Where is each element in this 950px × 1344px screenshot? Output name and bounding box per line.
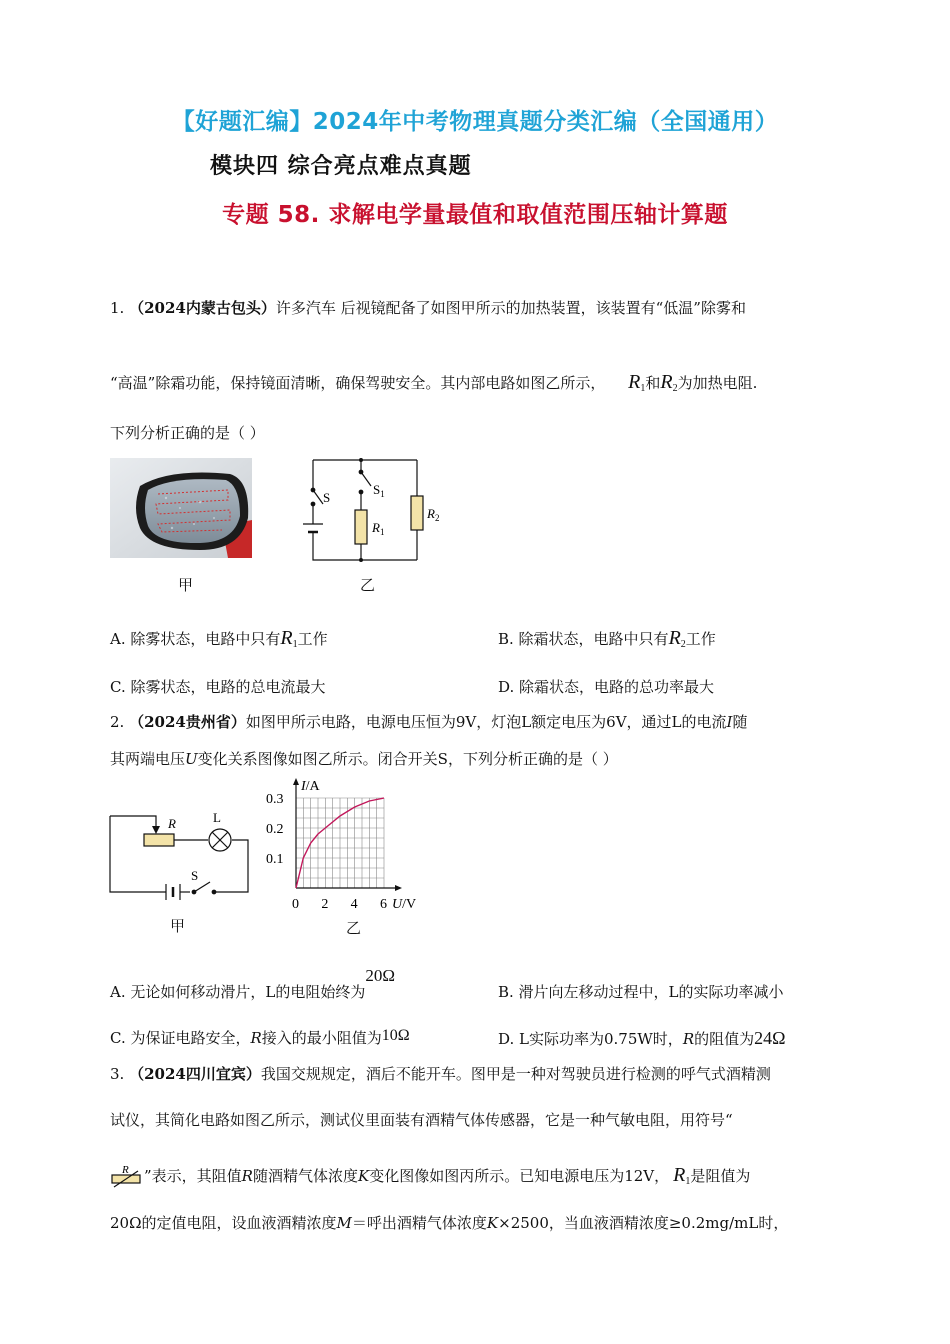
module-title: 模块四 综合亮点难点真题 [210,154,472,179]
q1-option-a[interactable]: A. 除雾状态，电路中只有$R_1$工作 [110,627,328,650]
q1-line1 [110,298,746,318]
chart-y-tick-label: 0.3 [266,792,284,807]
chart-x-tick-label: 4 [350,897,358,912]
q1-line2 [110,372,757,399]
q3-source: （2024四川宜宾） [129,1065,261,1083]
header-title: 【好题汇编】2024年中考物理真题分类汇编（全国通用） [171,109,779,135]
q2-option-c[interactable]: C. 为保证电路安全，R接入的最小阻值为10Ω [110,1027,410,1047]
q2-iu-chart [262,772,437,918]
q1-label-s: S [323,490,331,505]
q2-option-d[interactable]: D. L实际功率为0.75W时，R的阻值为24Ω [498,1028,786,1048]
q2-opt-d-value: 24Ω [754,1028,786,1048]
q1-text-1: 许多汽车 后视镜配备了如图甲所示的加热装置，该装置有“低温”除雾和 [275,299,746,317]
q1-fig-jia-caption: 甲 [178,576,194,594]
chart-x-arrow-icon [395,885,402,891]
q2-source: （2024贵州省） [129,713,246,731]
q1-opt-a-symbol: $R_1$ [280,627,298,650]
q1-circuit-diagram [295,452,450,567]
chart-x-tick-label: 0 [292,897,299,912]
q2-line2: 其两端电压U变化关系图像如图乙所示。闭合开关S，下列分析正确的是（ ） [110,750,618,768]
q1-line3: 下列分析正确的是（ ） [110,424,265,442]
q1-label-s1: $S_1$ [373,482,385,499]
q1-resistor-r2 [411,496,423,530]
chart-y-tick-label: 0.2 [266,822,284,837]
chart-x-tick-label: 2 [321,897,329,912]
q3-line1: 3. （2024四川宜宾）我国交规规定，酒后不能开车。图甲是一种对驾驶员进行检测的呼气式酒精测 [110,1065,771,1083]
q1-text-2a: “高温”除霜功能，保持镜面清晰，确保驾驶安全。其内部电路如图乙所示， [110,374,606,392]
q2-opt-a-value: 20Ω [365,966,395,985]
q2-switch-s [192,882,216,894]
chart-x-axis-label: U/V [392,897,417,912]
q2-lamp-l [209,829,231,851]
q1-option-b[interactable]: B. 除霜状态，电路中只有$R_2$工作 [498,627,716,650]
q2-label-r: R [168,816,176,831]
q1-number: 1. [110,299,125,317]
q3-line3: R ”表示，其阻值R随酒精气体浓度K变化图像如图丙所示。已知电源电压为12V， $R_1$是阻值为 [110,1163,750,1192]
q2-label-l: L [213,810,221,825]
q1-switch-s [311,488,323,506]
q1-source: （2024内蒙古包头） [129,299,276,317]
q1-option-d[interactable]: D. 除霜状态，电路的总功率最大 [498,678,715,696]
q1-fig-yi-caption: 乙 [360,576,376,594]
q1-resistor-r1 [355,510,367,544]
q2-label-s: S [191,868,199,883]
q1-battery [303,524,323,538]
q2-circuit-diagram [106,808,256,900]
q1-label-r1: $R_1$ [372,520,385,537]
chart-y-arrow-icon [293,778,299,785]
q2-option-b[interactable]: B. 滑片向左移动过程中，L的实际功率减小 [498,983,784,1001]
q1-switch-s1 [359,470,371,494]
q2-slider-arrow-icon [152,826,160,834]
q2-opt-c-value: 10Ω [381,1027,410,1044]
q1-option-c[interactable]: C. 除雾状态，电路的总电流最大 [110,678,326,696]
q2-line1: 2. （2024贵州省）如图甲所示电路，电源电压恒为9V，灯泡L额定电压为6V，通过L的电流I随 [110,713,748,731]
q2-battery [166,884,180,900]
topic-title: 专题 58. 求解电学量最值和取值范围压轴计算题 [222,202,728,228]
q1-r2-symbol: $R_2$ [660,371,678,394]
q1-opt-b-symbol: $R_2$ [668,627,686,650]
q3-r1-symbol: $R_1$ [673,1164,691,1187]
q2-fig-jia-caption: 甲 [170,917,186,935]
svg-text:R: R [122,1164,129,1176]
q2-rheostat-r [144,834,174,846]
q1-r1-symbol: $R_1$ [628,371,646,394]
q1-and: 和 [645,374,661,392]
chart-y-tick-label: 0.1 [266,852,284,867]
chart-y-axis-label: I/A [301,779,320,794]
q3-line2: 试仪，其简化电路如图乙所示，测试仪里面装有酒精气体传感器，它是一种气敏电阻，用符号“ [110,1111,733,1129]
q1-mirror-photo [110,458,252,558]
q1-text-2b: 为加热电阻. [677,374,758,392]
q2-fig-yi-caption: 乙 [346,919,362,937]
q3-line4: 20Ω的定值电阻，设血液酒精浓度M＝呼出酒精气体浓度K×2500，当血液酒精浓度≥0.2mg/mL时， [110,1214,789,1232]
q1-label-r2: $R_2$ [427,506,440,523]
q3-gas-resistor-icon [110,1163,144,1189]
chart-x-tick-label: 6 [380,897,387,912]
q2-option-a[interactable]: A. 无论如何移动滑片，L的电阻始终为20Ω [110,966,395,1001]
